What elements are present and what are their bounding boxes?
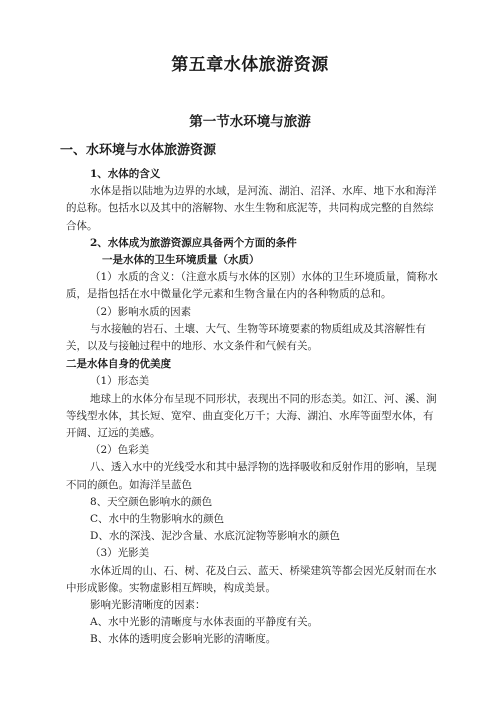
document-body	[60, 140, 438, 649]
heading-level-1: 一、水环境与水体旅游资源	[60, 143, 217, 158]
list-item-depth-sediment: D、水的深浅、泥沙含量、水底沉淀物等影响水的颜色	[90, 530, 340, 543]
list-item-sky-color: 8、天空颜色影响水的颜色	[90, 495, 213, 508]
paragraph-water-definition: 水体是指以陆地为边界的水域，是河流、湖泊、沼泽、水库、地下水和海洋的总称。包括水以及其中的溶解物、水生生物和底泥等，共同构成完整的自然综合体。	[66, 185, 437, 232]
section-title: 第一节水环境与旅游	[189, 114, 311, 130]
paragraph-form-beauty: 地球上的水体分布呈现不同形状，表现出不同的形态美。如江、河、溪、涧等线型水体，其长短、宽窄、曲直变化万千；大海、湖泊、水库等面型水体，有开阔、辽远的美感。	[66, 392, 437, 440]
item-water-quality-meaning: （1）水质的含义：（注意水质与水体的区别）水体的卫生环境质量，简称水 质，是指包括在水中微量化学元素和生物含量在内的各种物质的总和。	[66, 271, 438, 301]
paragraph-clarity-factors: 影响光影清晰度的因素：	[90, 599, 206, 612]
list-item-surface-calm: A、水中光影的清晰度与水体表面的平静度有关。	[90, 616, 319, 629]
subheading-water-beauty: 二是水体自身的优美度	[66, 358, 171, 371]
list-item-organisms: C、水中的生物影响水的颜色	[90, 513, 225, 526]
item-color-beauty: （2）色彩美	[90, 444, 150, 457]
chapter-title: 第五章水体旅游资源	[171, 55, 329, 75]
paragraph-light-shadow: 水体近周的山、石、树、花及白云、蓝天、桥梁建筑等都会因光反射而在水中形成影像。实物虚影相互辉映，构成美景。	[66, 564, 437, 594]
list-item-transparency: B、水体的透明度会影响光影的清晰度。	[90, 633, 277, 646]
item-quality-factors: （2）影响水质的因素	[90, 305, 192, 318]
subheading-water-definition: 1、水体的含义	[90, 168, 161, 180]
subheading-water-quality: 一是水体的卫生环境质量（水质）	[102, 254, 260, 267]
subheading-conditions: 2、水体成为旅游资源应具备两个方面的条件	[90, 236, 297, 249]
paragraph-quality-factors: 与水接触的岩石、土壤、大气、生物等环境要素的物质组成及其溶解性有关，以及与接触过程中的地形、水文条件和气候有关。	[66, 322, 426, 353]
item-form-beauty: （1）形态美	[90, 375, 150, 388]
item-light-shadow-beauty: （3）光影美	[90, 547, 150, 560]
paragraph-color-beauty: 八、透入水中的光线受水和其中悬浮物的选择吸收和反射作用的影响，呈现不同的颜色。如海洋呈蓝色	[66, 461, 437, 491]
